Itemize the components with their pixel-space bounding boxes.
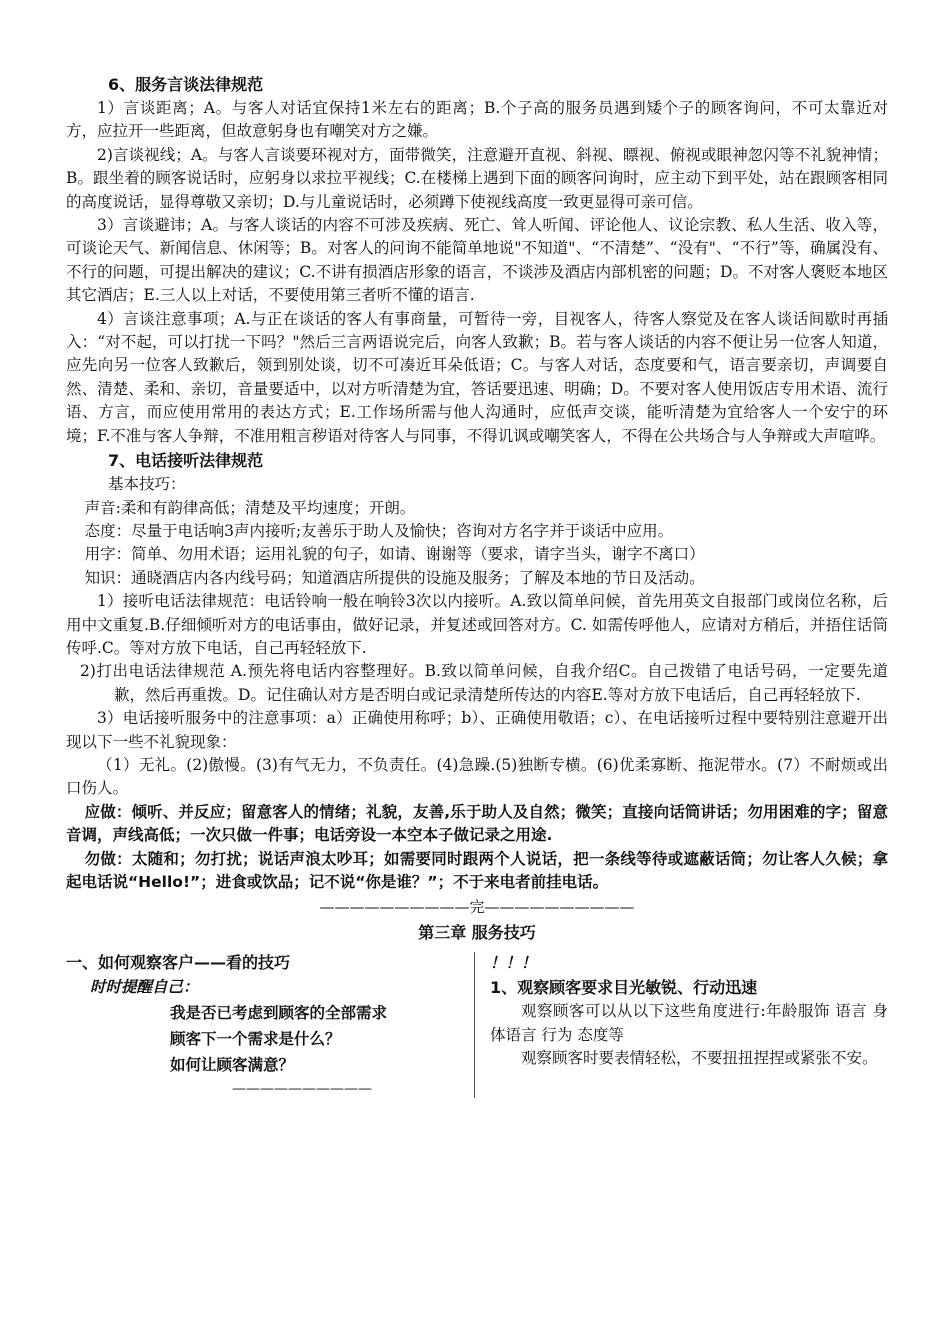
left-column (66, 950, 466, 1100)
section-7-heading: 7、电话接听法律规范 (108, 451, 264, 471)
voice-line: 声音:柔和有韵律高低；清楚及平均速度；开朗。 (84, 498, 416, 517)
dash-separator: —————————— (232, 1081, 372, 1098)
observe-customer-heading: 一、如何观察客户——看的技巧 (66, 953, 291, 973)
document-page (66, 72, 888, 1100)
dont-list-paragraph: 勿做：太随和；勿打扰；说话声浪太吵耳；如需要同时跟两个人说话，把一条线等待或遮蔽话筒；勿让客人久候；拿起电话说“Hello!”；进食或饮品；记不说“你是谁？”；不于来电者前挂电话。 (66, 849, 888, 891)
speech-sightline-paragraph: 2)言谈视线；A。与客人言谈要环视对方，面带微笑，注意避开直视、斜视、瞟视、俯视或眼神忽闪等不礼貌神情；B。跟坐着的顾客说话时，应躬身以求拉平视线；C.在楼梯上遇到下面的顾客问询时，应主动下到平处，站在跟顾客相同的高度说话，显得尊敬又亲切；D.与儿童说话时，必须蹲下使视线高度一致更显得可亲可信。 (66, 145, 888, 211)
reminder-question-1: 我是否已考虑到顾客的全部需求 (170, 1004, 388, 1023)
outgoing-call-paragraph: 2)打出电话法律规范 A.预先将电话内容整理好。B.致以简单问候，自我介绍C。自己拨错了电话号码，一定要先道歉，然后再重拨。D。记住确认对方是否明白或记录清楚所传达的内容E.等对方放下电话后，自己再轻轻放下. (79, 662, 888, 704)
right-column (490, 950, 888, 1070)
section-6-heading: 6、服务言谈法律规范 (108, 75, 264, 94)
wording-line: 用字：简单、勿用术语；运用礼貌的句子，如请、谢谢等（要求，请字当头，谢字不离口） (84, 545, 705, 564)
two-column-section (66, 950, 888, 1100)
observe-expression-paragraph: 观察顾客时要表情轻松，不要扭扭捏捏或紧张不安。 (521, 1049, 878, 1068)
chapter-3-title: 第三章 服务技巧 (418, 923, 536, 943)
phone-notes-paragraph: 3）电话接听服务中的注意事项：a）正确使用称呼；b）、正确使用敬语；c）、在电话接听过程中要特别注意避开出现以下一些不礼貌现象： (66, 709, 888, 751)
end-marker: ——————————完—————————— (319, 898, 635, 917)
speech-notes-paragraph: 4）言谈注意事项；A.与正在谈话的客人有事商量，可暂待一旁，目视客人，待客人察觉及在客人谈话间歇时再插入：“对不起，可以打扰一下吗？"然后三言两语说完后，向客人致歉；B。若与客人谈话的内容不便让另一位客人知道，应先向另一位客人致歉后，领到别处谈，切不可凑近耳朵低语；C。与客人对话，态度要和气，语言要亲切，声调要自然、清楚、柔和、亲切，音量要适中，以对方听清楚为宜，答话要迅速、明确；D。不要对客人使用饭店专用术语、流行语、方言，而应使用常用的表达方式；E.工作场所需与他人沟通时，应低声交谈，能听清楚为宜给客人一个安宁的环境；F.不准与客人争辩，不准用粗言秽语对待客人与同事，不得讥讽或嘲笑客人，不得在公共场合与人争辩或大声喧哗。 (66, 309, 888, 445)
attitude-line: 态度：尽量于电话响3声内接听;友善乐于助人及愉快；咨询对方名字并于谈话中应用。 (84, 521, 674, 540)
reminder-question-2: 顾客下一个需求是什么？ (170, 1030, 341, 1049)
impolite-list-paragraph: （1）无礼。(2)傲慢。(3)有气无力，不负责任。(4)急躁.(5)独断专横。(6)优柔寡断、拖泥带水。(7）不耐烦或出口伤人。 (66, 755, 888, 798)
observe-angles-paragraph: 观察顾客可以从以下这些角度进行:年龄服饰 语言 身体语言 行为 态度等 (490, 1002, 888, 1044)
reminder-question-3: 如何让顾客满意？ (170, 1056, 295, 1075)
observe-requirements-heading: 1、观察顾客要求目光敏锐、行动迅速 (490, 978, 758, 998)
knowledge-line: 知识：通晓酒店内各内线号码；知道酒店所提供的设施及服务；了解及本地的节日及活动。 (84, 568, 705, 587)
answer-phone-paragraph: 1）接听电话法律规范：电话铃响一般在响铃3次以内接听。A.致以简单问候，首先用英文自报部门或岗位名称，后用中文重复.B.仔细倾听对方的电话事由，做好记录，并复述或回答对方。C. 如需传呼他人，应请对方稍后，并捂住话筒传呼.C。等对方放下电话，自己再轻轻放下. (66, 592, 888, 657)
speech-distance-paragraph: 1）言谈距离；A。与客人对话宜保持1米左右的距离；B.个子高的服务员遇到矮个子的顾客询问，不可太靠近对方，应拉开一些距离，但故意躬身也有嘲笑对方之嫌。 (66, 99, 888, 141)
exclamation-marks: ！！！ (490, 953, 537, 973)
do-list-paragraph: 应做：倾听、并反应；留意客人的情绪；礼貌，友善,乐于助人及自然；微笑；直接向话筒讲话；勿用困难的字；留意音调，声线高低；一次只做一件事；电话旁设一本空本子做记录之用途. (66, 802, 888, 845)
reminder-label: 时时提醒自己： (90, 978, 199, 997)
speech-taboo-paragraph: 3）言谈避讳；A。与客人谈话的内容不可涉及疾病、死亡、耸人听闻、评论他人、议论宗教、私人生活、收入等，可谈论天气、新闻信息、休闲等；B。对客人的问询不能简单地说"不知道"、“不清楚”、“没有"、“不行”等，确属没有、不行的问题，可提出解决的建议；C.不讲有损酒店形象的语言，不谈涉及酒店内部机密的问题；D。不对客人褒贬本地区其它酒店；E.三人以上对话，不要使用第三者听不懂的语言. (66, 216, 888, 305)
basic-skills-label: 基本技巧： (108, 475, 186, 494)
column-divider (474, 952, 475, 1098)
